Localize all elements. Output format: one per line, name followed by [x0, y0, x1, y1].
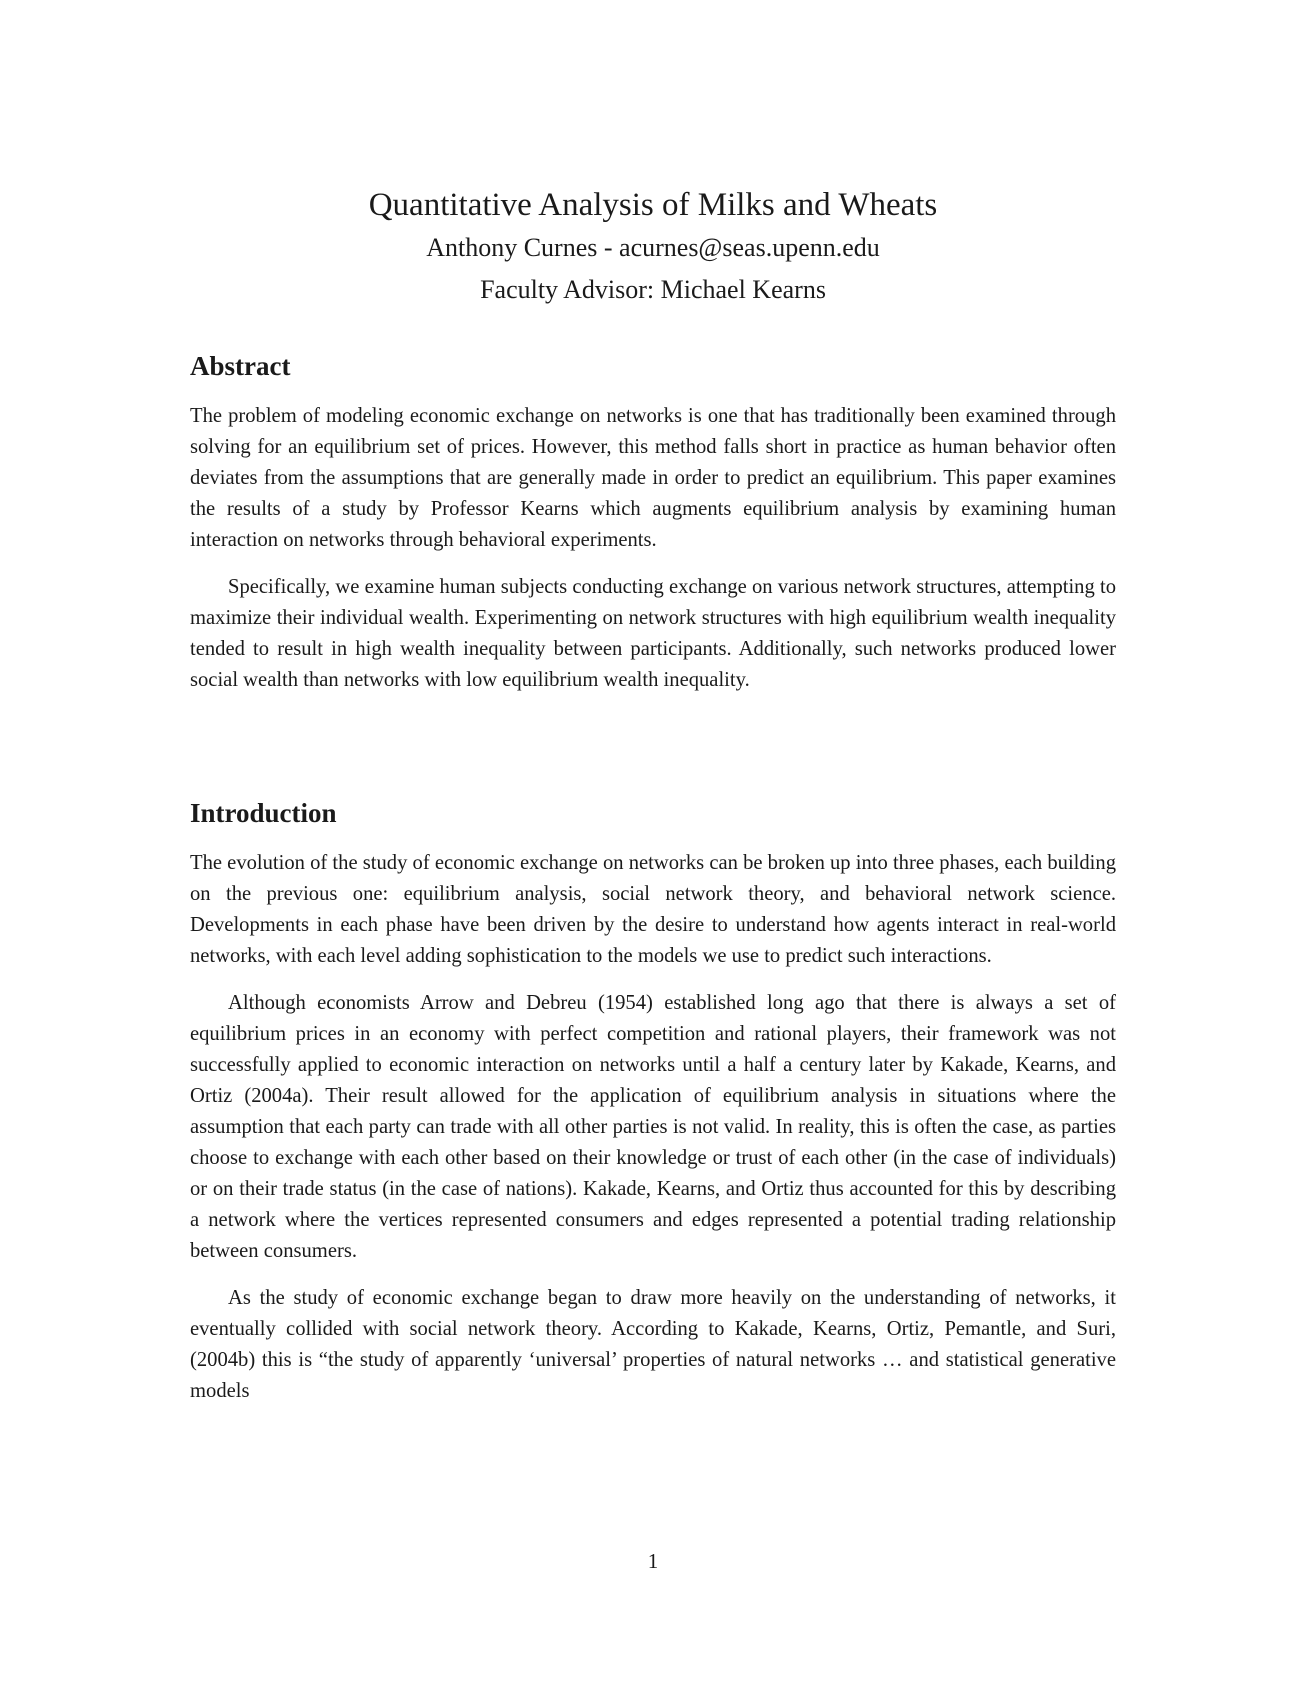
abstract-heading: Abstract — [190, 351, 291, 381]
abstract-section — [190, 349, 1116, 712]
abstract-paragraph-1: The problem of modeling economic exchange on networks is one that has traditionally been examined through solving for an equilibrium set of prices. However, this method falls short in practice as human behavior often deviates from the assumptions that are generally made in order to predict an equilibrium. This paper examines the results of a study by Professor Kearns which augments equilibrium analysis by examining human interaction on networks through behavioral experiments. — [190, 405, 1116, 551]
page-number: 1 — [647, 1549, 659, 1573]
paper-title: Quantitative Analysis of Milks and Wheats — [368, 187, 938, 223]
introduction-paragraph-1: The evolution of the study of economic exchange on networks can be broken up into three phases, each building on the previous one: equilibrium analysis, social network theory, and behavioral network science. Developments in each phase have been driven by the desire to understand how agents interact in real-world networks, with each level adding sophistication to the models we use to predict such interactions. — [190, 852, 1116, 967]
author-line: Anthony Curnes - acurnes@seas.upenn.edu — [426, 233, 880, 262]
introduction-paragraph-3: As the study of economic exchange began to draw more heavily on the understanding of networks, it eventually collided with social network theory. According to Kakade, Kearns, Ortiz, Pemantle, and Suri, (2004b) this is “the study of apparently ‘universal’ properties of natural networks … and statistical generative models — [190, 1287, 1116, 1402]
abstract-paragraph-2: Specifically, we examine human subjects conducting exchange on various network structures, attempting to maximize their individual wealth. Experimenting on network structures with high equilibrium wealth inequality tended to result in high wealth inequality between participants. Additionally, such networks produced lower social wealth than networks with low equilibrium wealth inequality. — [190, 576, 1116, 691]
introduction-section — [190, 796, 1116, 1423]
advisor-line: Faculty Advisor: Michael Kearns — [480, 275, 826, 304]
introduction-heading: Introduction — [190, 798, 337, 828]
introduction-paragraph-2: Although economists Arrow and Debreu (1954) established long ago that there is always a set of equilibrium prices in an economy with perfect competition and rational players, their framework was not successfully applied to economic interaction on networks until a half a century later by Kakade, Kearns, and Ortiz (2004a). Their result allowed for the application of equilibrium analysis in situations where the assumption that each party can trade with all other parties is not valid. In reality, this is often the case, as parties choose to exchange with each other based on their knowledge or trust of each other (in the case of individuals) or on their trade status (in the case of nations). Kakade, Kearns, and Ortiz thus accounted for this by describing a network where the vertices represented consumers and edges represented a potential trading relationship between consumers. — [190, 992, 1116, 1262]
title-block — [190, 183, 1116, 311]
